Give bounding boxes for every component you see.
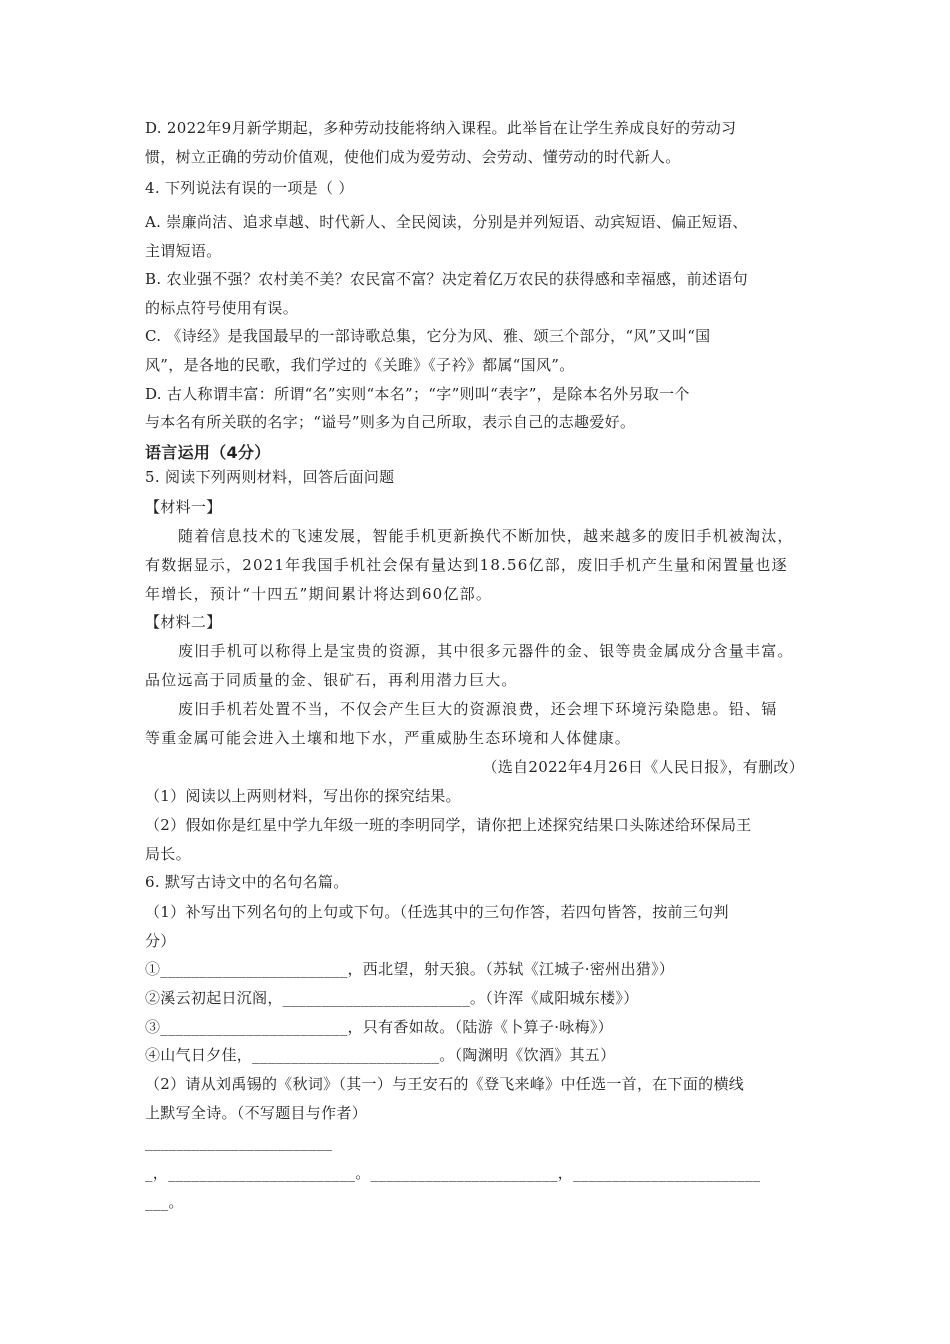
q4-stem: 4. 下列说法有误的一项是（ ） — [145, 179, 354, 197]
q6-stem: 6. 默写古诗文中的名句名篇。 — [145, 873, 349, 891]
q6-answer-blank-3: ___。 — [145, 1193, 184, 1211]
q5-material-2-line-3: 废旧手机若处置不当，不仅会产生巨大的资源浪费，还会埋下环境污染隐患。铅、镉 — [178, 700, 778, 718]
q6-item-2: ②溪云初起日沉阁，________________________。（许浑《咸阳城东楼》） — [145, 989, 639, 1007]
q4-option-b-line-1: B. 农业强不强？农村美不美？农民富不富？决定着亿万农民的获得感和幸福感，前述语句 — [145, 270, 748, 288]
q4-option-a-line-1: A. 崇廉尚洁、追求卓越、时代新人、全民阅读，分别是并列短语、动宾短语、偏正短语、 — [145, 213, 748, 231]
q6-sub-question-2-line-2: 上默写全诗。（不写题目与作者） — [145, 1104, 368, 1122]
q4-option-d-line-2: 与本名有所关联的名字；“谥号”则多为自己所取，表示自己的志趣爱好。 — [145, 413, 636, 431]
q5-source: （选自2022年4月26日《人民日报》，有删改） — [482, 758, 804, 776]
q5-material-1-line-1: 随着信息技术的飞速发展，智能手机更新换代不断加快，越来越多的废旧手机被淘汰， — [178, 527, 794, 545]
q3-option-d-line-1: D. 2022年9月新学期起，多种劳动技能将纳入课程。此举旨在让学生养成良好的劳动习 — [145, 119, 737, 137]
q6-sub-question-1-line-1: （1）补写出下列名句的上句或下句。（任选其中的三句作答，若四句皆答，按前三句判 — [145, 903, 729, 921]
q4-option-b-line-2: 的标点符号使用有误。 — [145, 299, 299, 317]
q4-option-c-line-1: C. 《诗经》是我国最早的一部诗歌总集，它分为风、雅、颂三个部分，“风”又叫“国 — [145, 327, 711, 345]
q6-item-1: ①________________________，西北望，射天狼。（苏轼《江城子·密州出猎》） — [145, 960, 675, 978]
section-title: 语言运用（4分） — [145, 443, 271, 462]
q5-stem: 5. 阅读下列两则材料，回答后面问题 — [145, 468, 395, 486]
q5-sub-question-2-line-1: （2）假如你是红星中学九年级一班的李明同学，请你把上述探究结果口头陈述给环保局王 — [145, 816, 752, 834]
q6-answer-blank-1: ________________________ — [145, 1133, 333, 1151]
q6-sub-question-1-line-2: 分） — [145, 932, 176, 950]
q4-option-d-line-1: D. 古人称谓丰富：所谓“名”实则“本名”；“字”则叫“表字”，是除本名外另取一个 — [145, 385, 690, 403]
q6-item-4: ④山气日夕佳，________________________。（陶渊明《饮酒》其五） — [145, 1046, 616, 1064]
q5-material-1-title: 【材料一】 — [145, 498, 222, 516]
q5-material-2-line-2: 品位远高于同质量的金、银矿石，再利用潜力巨大。 — [145, 671, 518, 689]
q6-answer-blank-2: _，________________________。________________________，________________________ — [145, 1164, 761, 1182]
q3-option-d-line-2: 惯，树立正确的劳动价值观，使他们成为爱劳动、会劳动、懂劳动的时代新人。 — [145, 148, 681, 166]
q5-material-2-line-1: 废旧手机可以称得上是宝贵的资源，其中很多元器件的金、银等贵金属成分含量丰富。 — [178, 642, 794, 660]
q5-sub-question-2-line-2: 局长。 — [145, 845, 191, 863]
q4-option-a-line-2: 主谓短语。 — [145, 242, 222, 260]
q6-sub-question-2-line-1: （2）请从刘禹锡的《秋词》（其一）与王安石的《登飞来峰》中任选一首，在下面的横线 — [145, 1075, 745, 1093]
q6-item-3: ③________________________，只有香如故。（陆游《卜算子·咏梅》） — [145, 1018, 613, 1036]
q5-material-1-line-2: 有数据显示，2021年我国手机社会保有量达到18.56亿部，废旧手机产生量和闲置量也逐 — [145, 556, 788, 574]
q5-material-1-line-3: 年增长，预计“十四五”期间累计将达到60亿部。 — [145, 585, 493, 603]
q5-material-2-title: 【材料二】 — [145, 613, 222, 631]
q4-option-c-line-2: 风”，是各地的民歌，我们学过的《关雎》《子衿》都属“国风”。 — [145, 356, 575, 374]
q5-material-2-line-4: 等重金属可能会进入土壤和地下水，严重威胁生态环境和人体健康。 — [145, 729, 632, 747]
q5-sub-question-1: （1）阅读以上两则材料，写出你的探究结果。 — [145, 787, 461, 805]
